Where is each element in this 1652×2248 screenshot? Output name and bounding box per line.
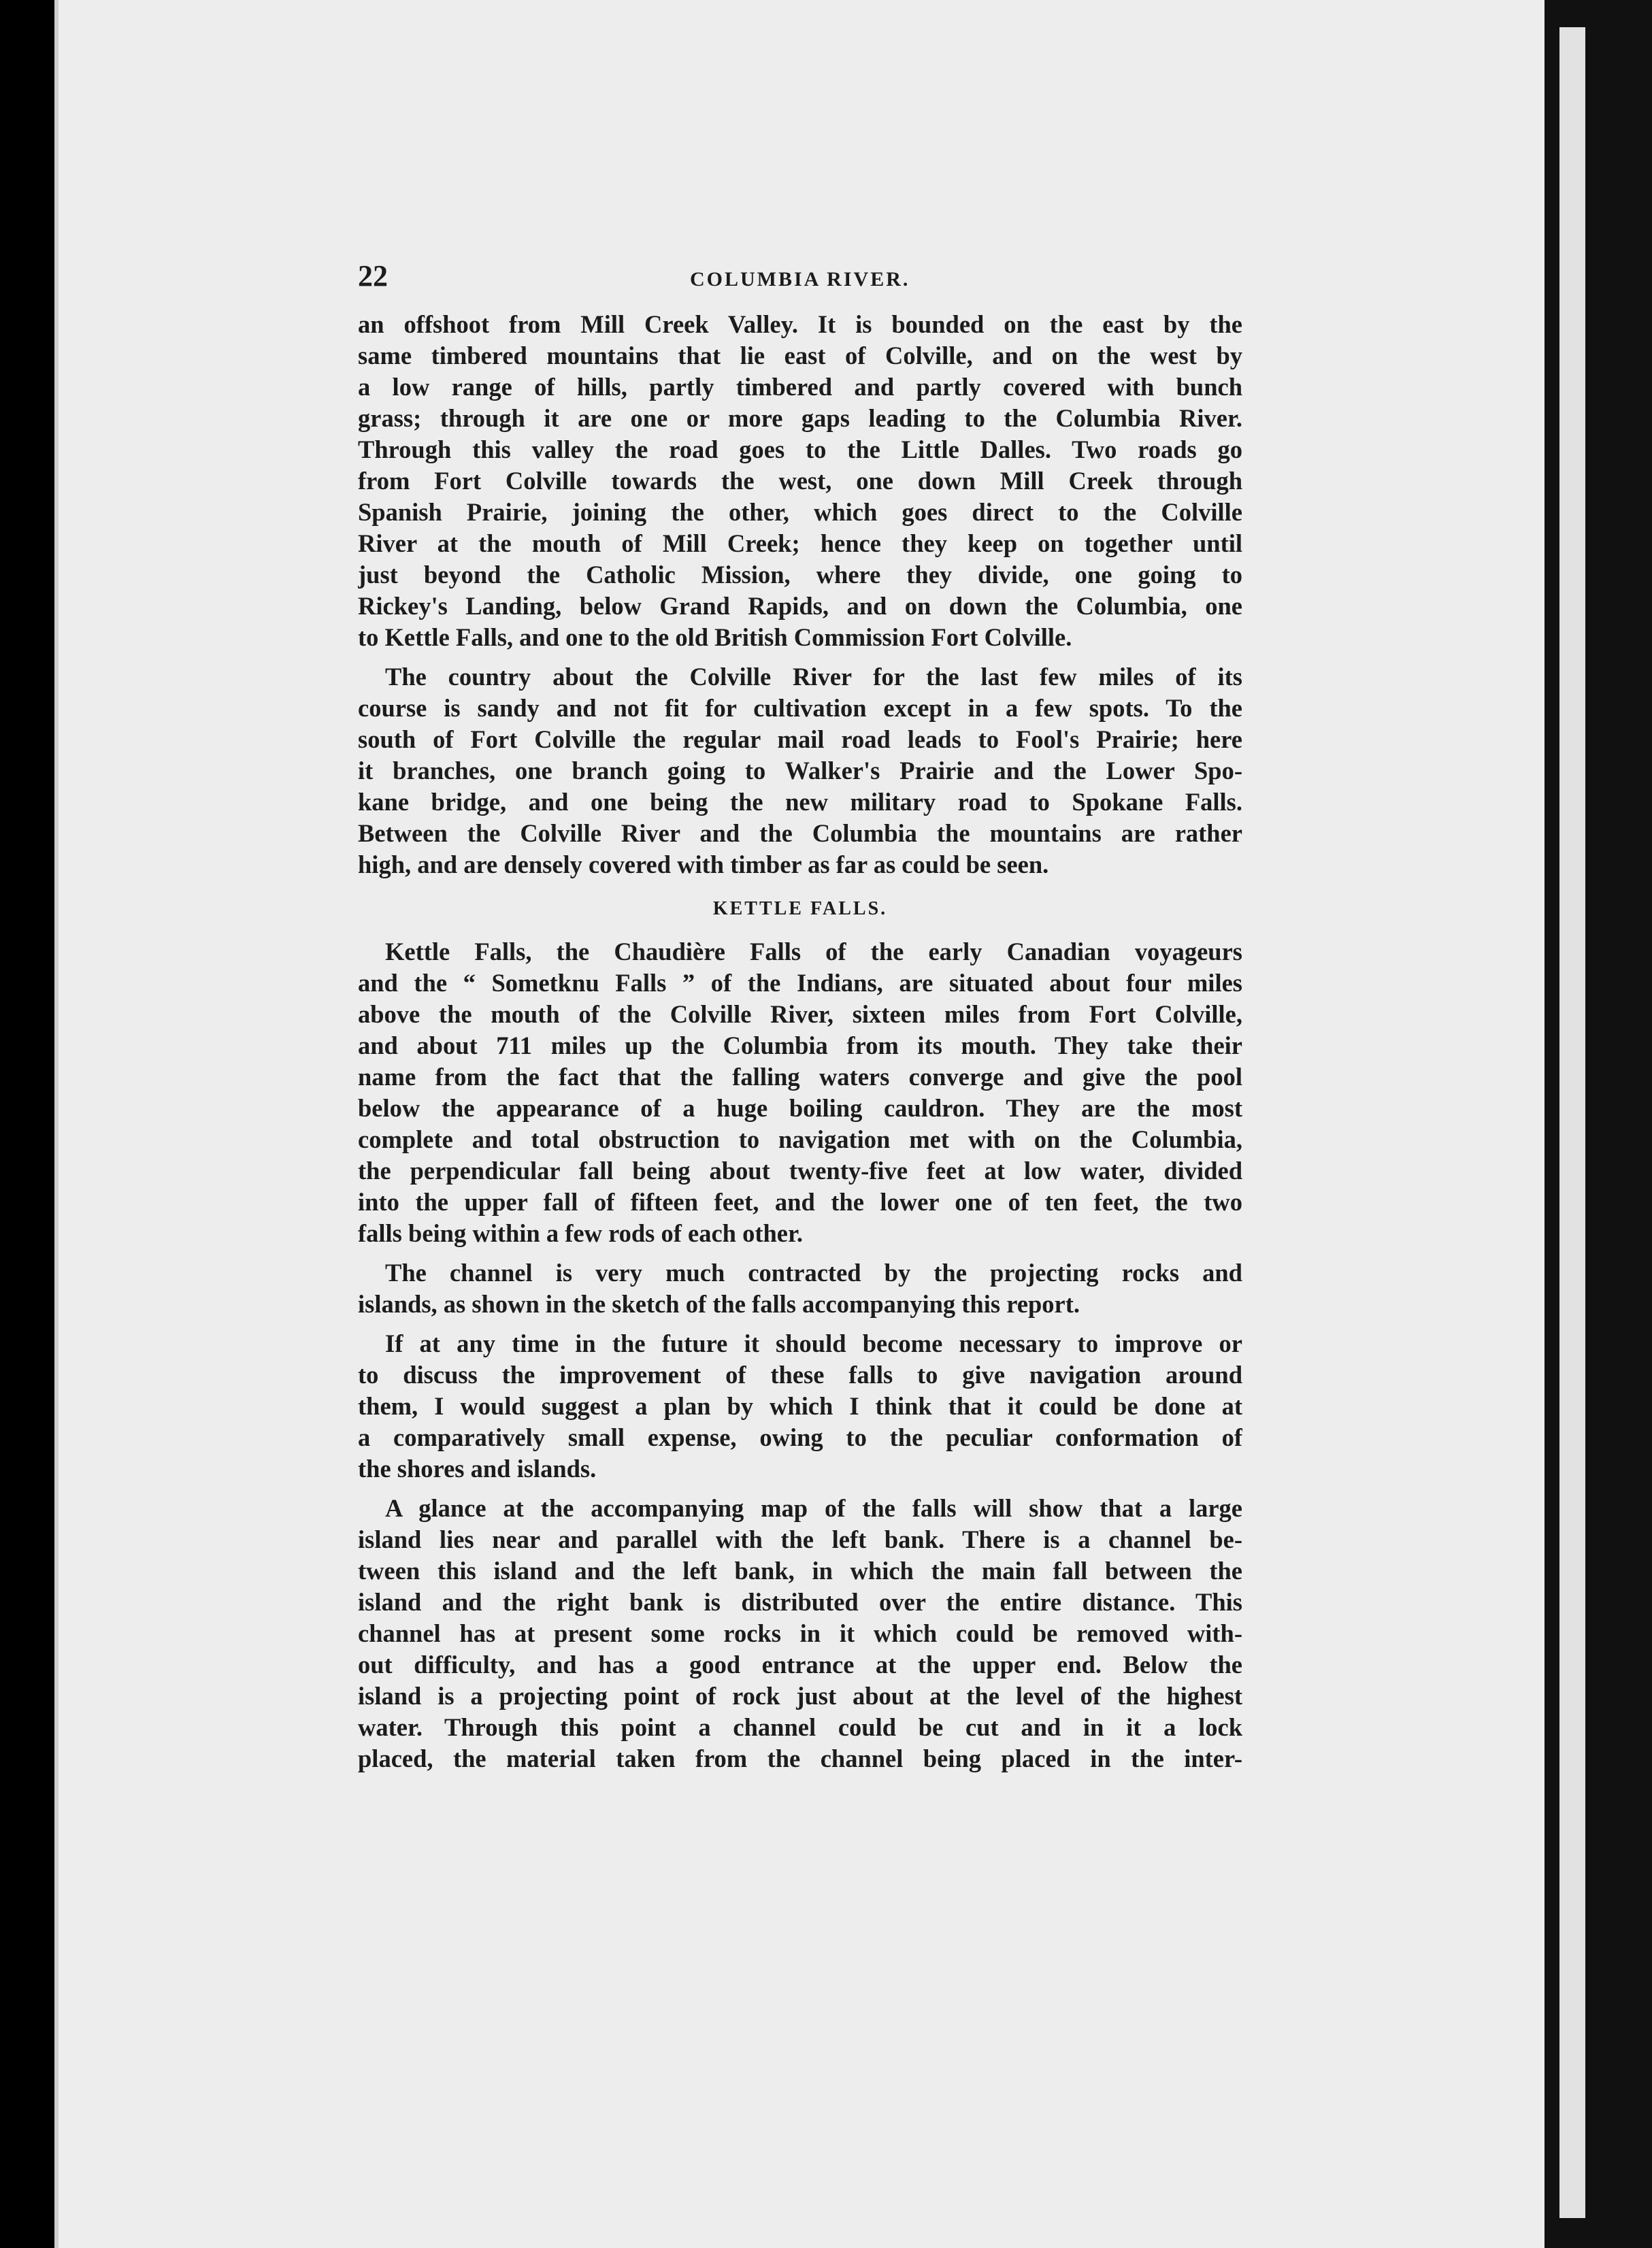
section-heading: KETTLE FALLS. xyxy=(712,898,888,919)
text-line: them, I would suggest a plan by which I think that it could be done at xyxy=(358,1392,1242,1420)
text-line: River at the mouth of Mill Creek; hence they keep on together until xyxy=(358,529,1242,557)
text-line: above the mouth of the Colville River, sixteen miles from Fort Colville, xyxy=(358,1000,1242,1028)
text-line: grass; through it are one or more gaps leading to the Columbia River. xyxy=(358,404,1242,432)
page-number: 22 xyxy=(358,259,388,293)
text-line: into the upper fall of fifteen feet, and the lower one of ten feet, the two xyxy=(358,1188,1242,1216)
text-line: The country about the Colville River for the last few miles of its xyxy=(385,663,1242,691)
text-line: name from the fact that the falling waters converge and give the pool xyxy=(358,1063,1242,1091)
text-line: the shores and islands. xyxy=(358,1455,597,1483)
paragraph xyxy=(358,1493,1242,1774)
text-line: and the “ Sometknu Falls ” of the Indians, are situated about four miles xyxy=(358,969,1242,997)
text-line: island and the right bank is distributed over the entire distance. This xyxy=(358,1588,1242,1616)
text-line: south of Fort Colville the regular mail road leads to Fool's Prairie; here xyxy=(358,725,1242,753)
text-line: it branches, one branch going to Walker's Prairie and the Lower Spo- xyxy=(358,757,1242,784)
text-line: an offshoot from Mill Creek Valley. It is bounded on the east by the xyxy=(358,310,1242,338)
text-line: and about 711 miles up the Columbia from its mouth. They take their xyxy=(358,1031,1242,1059)
text-line: complete and total obstruction to navigation met with on the Columbia, xyxy=(358,1125,1242,1153)
text-line: The channel is very much contracted by the projecting rocks and xyxy=(385,1259,1242,1287)
page-text-block xyxy=(358,259,1242,1774)
text-line: Spanish Prairie, joining the other, which goes direct to the Colville xyxy=(358,498,1242,526)
paragraph xyxy=(358,1328,1242,1485)
adjacent-page-edge xyxy=(1559,27,1585,2218)
text-line: channel has at present some rocks in it which could be removed with- xyxy=(358,1619,1242,1647)
text-line: kane bridge, and one being the new military road to Spokane Falls. xyxy=(358,788,1242,816)
text-line: below the appearance of a huge boiling cauldron. They are the most xyxy=(358,1094,1242,1122)
text-line: island lies near and parallel with the left bank. There is a channel be- xyxy=(358,1525,1242,1553)
paragraph xyxy=(358,936,1242,1249)
text-line: island is a projecting point of rock just about at the level of the highest xyxy=(358,1682,1242,1710)
text-line: tween this island and the left bank, in which the main fall between the xyxy=(358,1557,1242,1585)
text-line: to discuss the improvement of these falls to give navigation around xyxy=(358,1361,1242,1389)
text-line: just beyond the Catholic Mission, where they divide, one going to xyxy=(358,561,1242,589)
page-edge xyxy=(54,0,59,2248)
paragraph xyxy=(358,661,1242,880)
text-line: Rickey's Landing, below Grand Rapids, and on down the Columbia, one xyxy=(358,592,1242,620)
text-line: Kettle Falls, the Chaudière Falls of the early Canadian voyageurs xyxy=(385,938,1242,965)
text-line: same timbered mountains that lie east of Colville, and on the west by xyxy=(358,342,1242,369)
text-line: If at any time in the future it should become necessary to improve or xyxy=(385,1329,1242,1357)
text-line: water. Through this point a channel could be cut and in it a lock xyxy=(358,1713,1242,1741)
text-line: from Fort Colville towards the west, one down Mill Creek through xyxy=(358,467,1242,495)
text-line: high, and are densely covered with timber as far as could be seen. xyxy=(358,850,1049,878)
text-line: to Kettle Falls, and one to the old British Commission Fort Colville. xyxy=(358,623,1072,651)
text-line: out difficulty, and has a good entrance at the upper end. Below the xyxy=(358,1651,1242,1679)
text-line: a low range of hills, partly timbered and partly covered with bunch xyxy=(358,373,1242,401)
text-line: the perpendicular fall being about twenty-five feet at low water, divided xyxy=(358,1157,1242,1185)
text-line: a comparatively small expense, owing to the peculiar conformation of xyxy=(358,1423,1242,1451)
running-head xyxy=(358,259,1242,299)
text-line: course is sandy and not fit for cultivation except in a few spots. To the xyxy=(358,694,1242,722)
text-line: placed, the material taken from the channel being placed in the inter- xyxy=(358,1745,1242,1772)
text-line: Through this valley the road goes to the Little Dalles. Two roads go xyxy=(358,435,1242,463)
text-line: falls being within a few rods of each other. xyxy=(358,1219,803,1247)
text-line: islands, as shown in the sketch of the falls accompanying this report. xyxy=(358,1290,1080,1318)
paragraph xyxy=(358,1257,1242,1320)
running-title: COLUMBIA RIVER. xyxy=(690,268,910,291)
body-paragraphs xyxy=(358,309,1242,880)
section-paragraphs xyxy=(358,936,1242,1774)
text-line: Between the Colville River and the Columbia the mountains are rather xyxy=(358,819,1242,847)
text-line: A glance at the accompanying map of the falls will show that a large xyxy=(385,1494,1242,1522)
paragraph xyxy=(358,309,1242,653)
